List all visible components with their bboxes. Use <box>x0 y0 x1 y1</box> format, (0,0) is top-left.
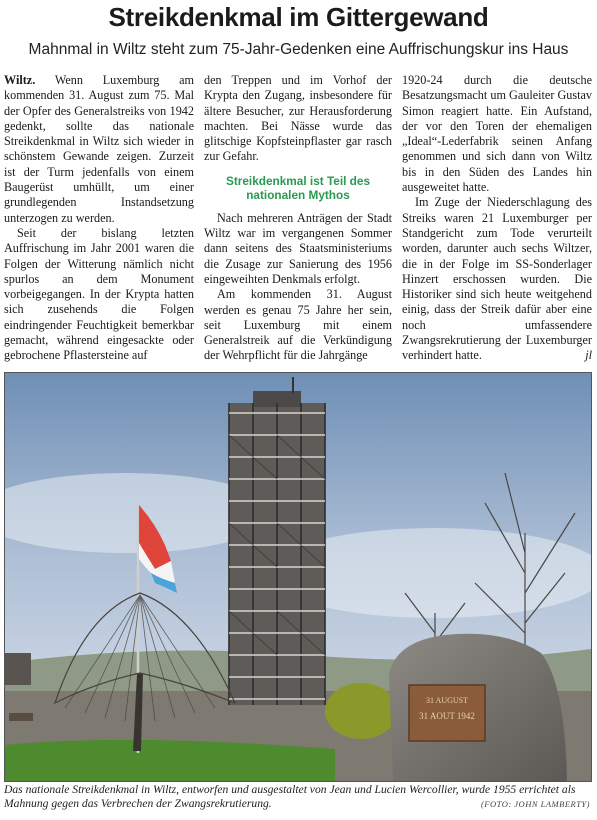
photo-credit: (FOTO: JOHN LAMBERTY) <box>480 799 590 809</box>
paragraph-2-continued: den Treppen und im Vorhof der Krypta den Zugang, insbesondere für ältere Besucher, zur Herausforderung machten. Bei Nässe wurde das glitschige Kopfsteinpflaster gar rasch zur Gefahr. <box>204 73 392 164</box>
paragraph-5 <box>402 195 592 363</box>
paragraph-4-start: Am kommenden 31. August werden es genau 75 Jahre her sein, seit Luxemburg mit einem Generalstreik auf die Verkündigung der Wehrpflicht für die Jahrgänge <box>204 287 392 363</box>
paragraph-1 <box>4 73 194 226</box>
dateline: Wiltz. <box>4 73 36 87</box>
monument-photo <box>4 372 592 782</box>
paragraph-3: Nach mehreren Anträgen der Stadt Wiltz war im vergangenen Sommer dann seitens des Staatsministeriums die Zusage zur Sanierung des 1956 eingeweihten Denkmals erfolgt. <box>204 210 392 286</box>
paragraph-4-continued: 1920-24 durch die deutsche Besatzungsmacht um Gauleiter Gustav Simon reagiert hatte. Ein Aufstand, der vor den Toren der ehemaligen „Ideal“-Lederfabrik seinen Anfang genommen und sich dann von Wiltz bis in den Süden des Landes hin ausgeweitet hatte. <box>402 73 592 195</box>
lawn <box>5 740 335 781</box>
paragraph-5-text: Im Zuge der Niederschlagung des Streiks waren 21 Luxemburger per Standgericht zum Tode verurteilt worden, darunter auch sechs Wiltzer, die in der Folge im SS-Sonderlager Hinzert erschossen wurden. Die Historiker sind sich heute weitgehend einig, dass der Streik dafür aber eine noch umfassendere Zwangsrekrutierung der Luxemburger verhindert hatte. <box>402 195 592 363</box>
scaffolded-tower <box>229 377 325 705</box>
plaque-line-1: 31 AUGUST <box>425 696 469 705</box>
yellow-bush <box>325 683 397 739</box>
article-column-3 <box>402 73 592 364</box>
paragraph-2: Seit der bislang letzten Auffrischung im Jahr 2001 waren die Folgen der Witterung nämlich nicht spurlos an dem Monument vorbeigegangen. In der Krypta hatten sich zusehends die Folgen eindringender Feuchtigkeit bemerkbar gemacht, während eingesackte oder gebrochene Pflastersteine auf <box>4 225 194 363</box>
subheadline: Mahnmal in Wiltz steht zum 75-Jahr-Gedenken eine Auffrischungskur ins Haus <box>28 41 569 58</box>
memorial-stone <box>389 634 567 781</box>
interheadline: Streikdenkmal ist Teil des nationalen Mythos <box>225 173 371 202</box>
plaque-line-2: 31 AOUT 1942 <box>419 711 475 721</box>
headline: Streikdenkmal im Gittergewand <box>108 2 489 32</box>
photo-caption: Das nationale Streikdenkmal in Wiltz, entworfen und ausgestaltet von Jean und Lucien Wercollier, wurde 1955 errichtet als Mahnung gegen das Verbrechen der Zwangsrekrutierung. <box>4 783 576 810</box>
article-column-1 <box>4 73 194 364</box>
article-column-2-content <box>204 73 392 364</box>
monument-photo-illustration <box>5 373 591 781</box>
paragraph-1-text: Wenn Luxemburg am kommenden 31. August zum 75. Mal der Opfer des Generalstreiks von 1942 gedenkt, sollte das nationale Streikdenkmal in Wiltz sich wieder in schönstem Gewande zeigen. Zurzeit ist der Turm jedenfalls von einem Baugerüst umhüllt, um einer grundlegenden Instandsetzung unterzogen zu werden. <box>4 73 194 225</box>
author-signature: jl <box>585 348 592 363</box>
